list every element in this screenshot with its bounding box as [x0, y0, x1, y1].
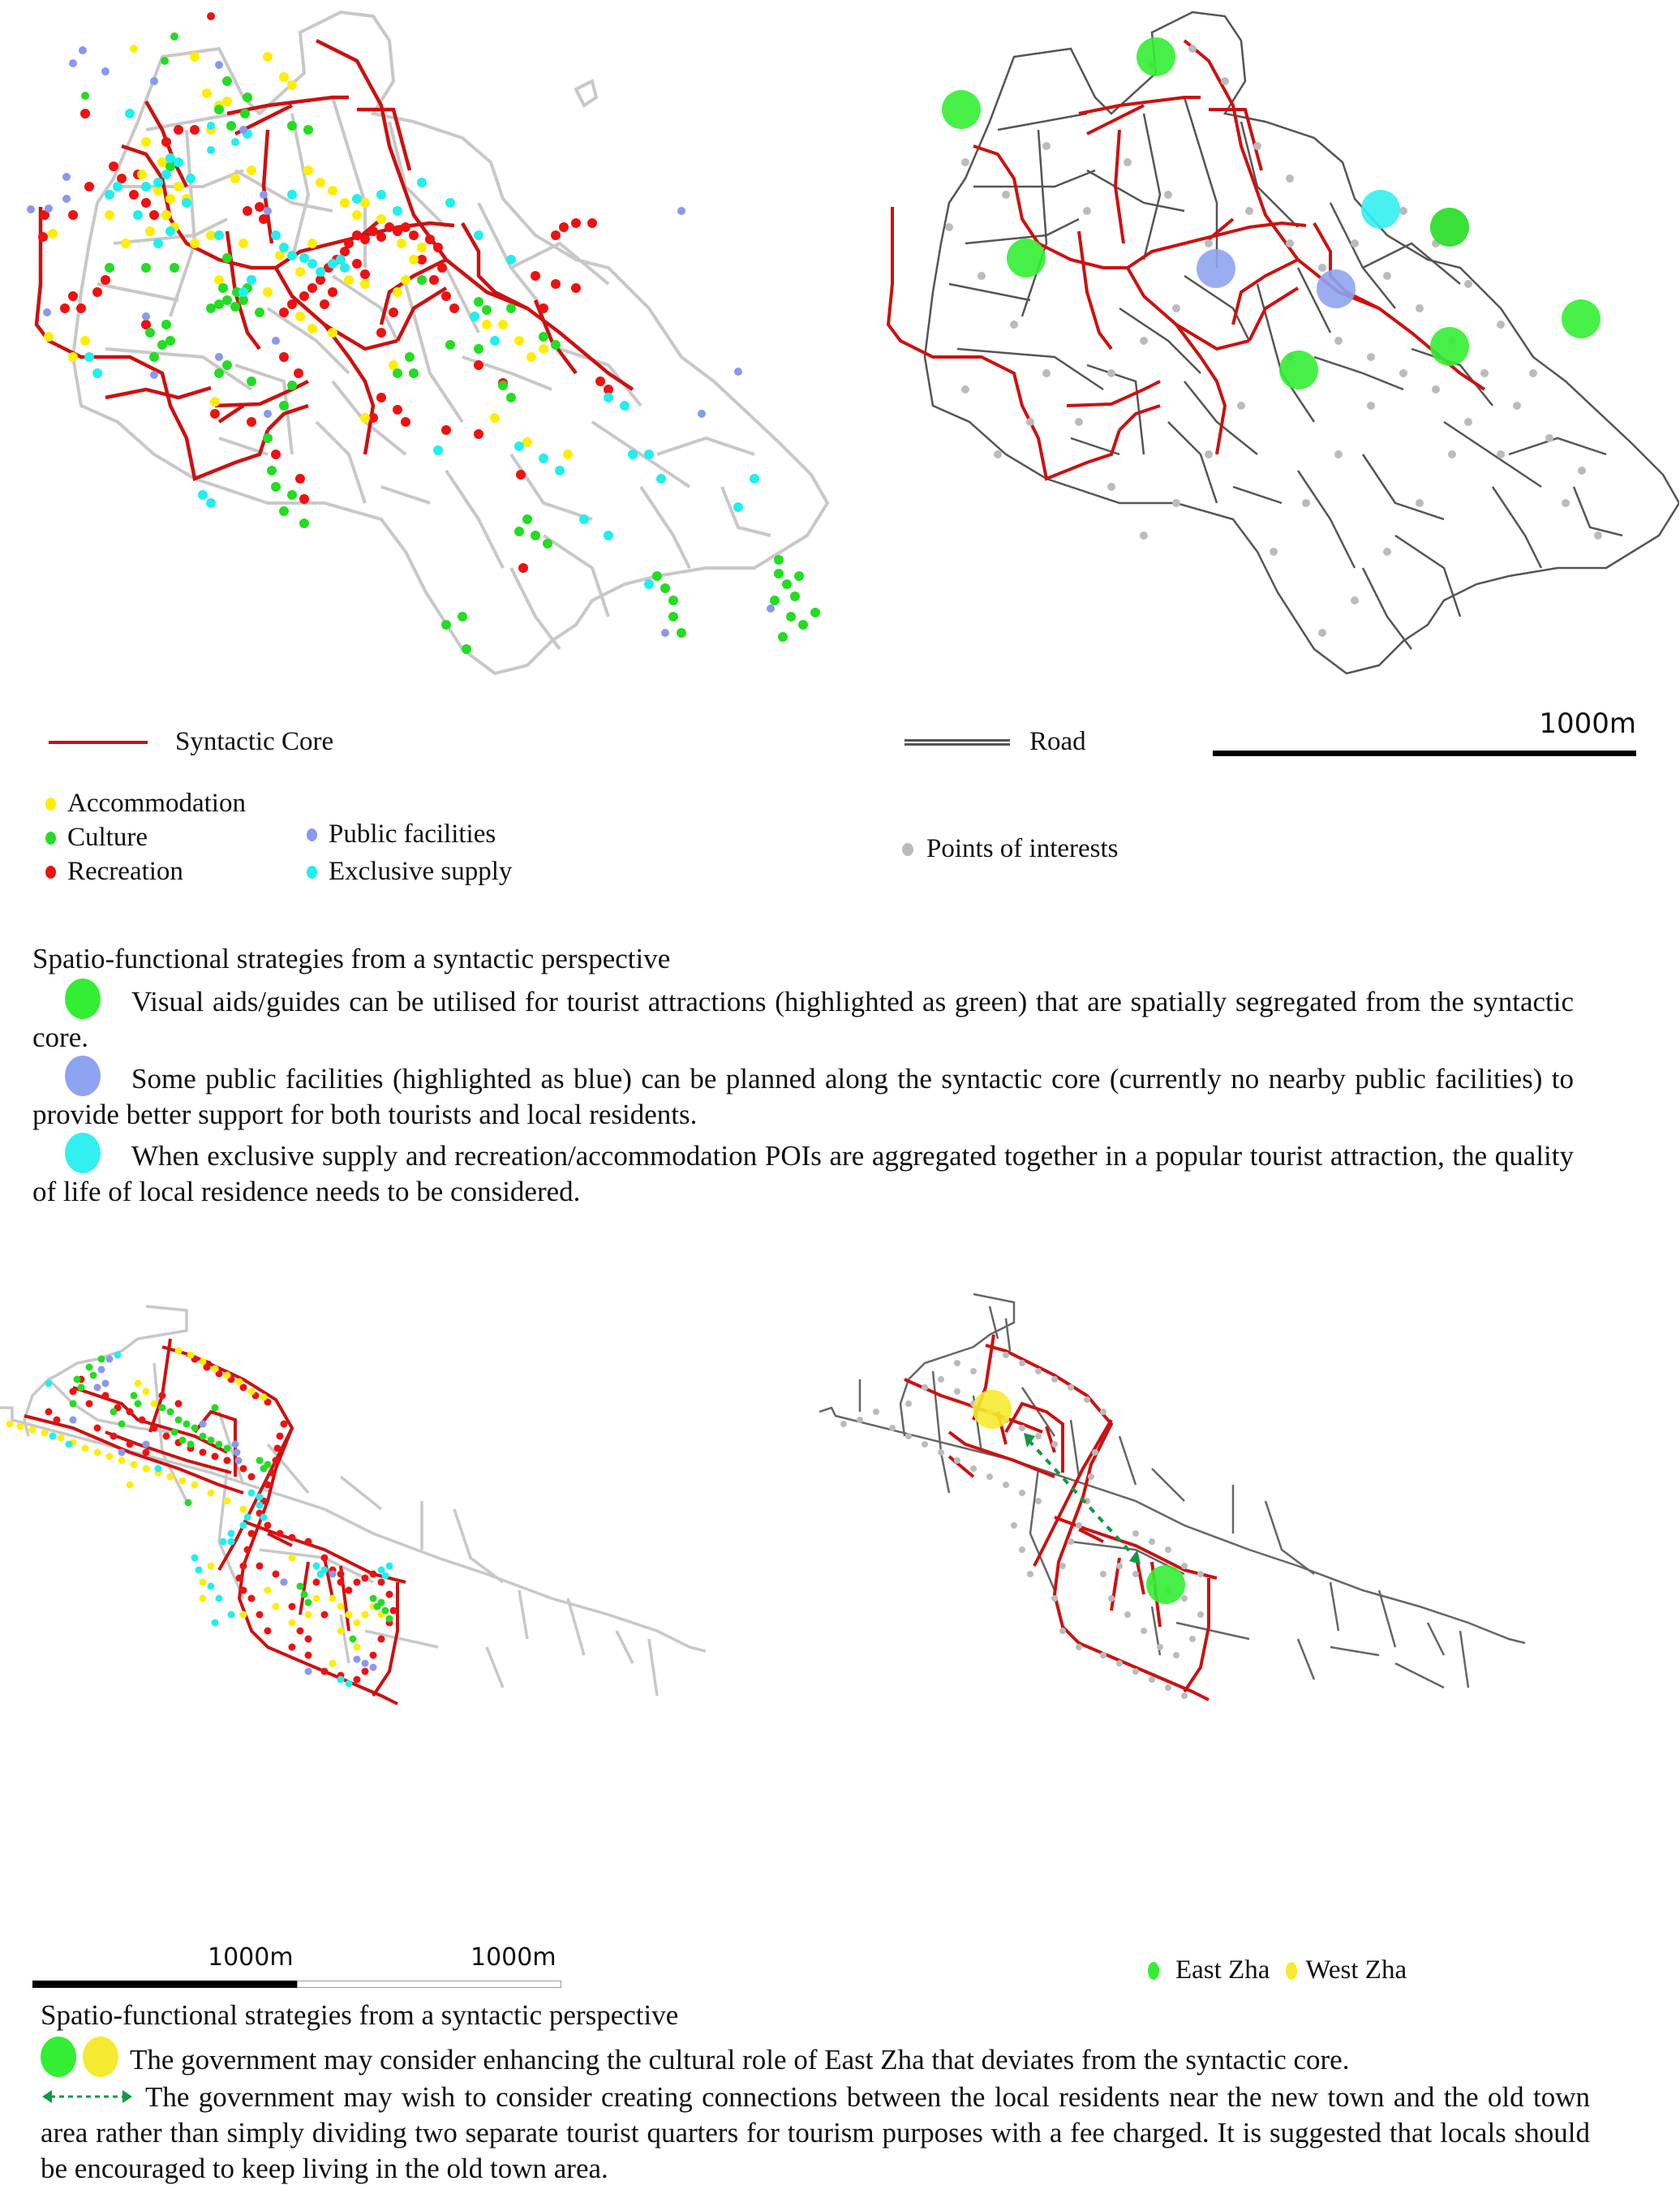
scale-label: 1000m: [1539, 708, 1636, 740]
legend-road: [904, 729, 1086, 755]
cyan-marker-icon: [65, 1133, 101, 1173]
road-label: Road: [1029, 727, 1086, 756]
accommodation-label: Accommodation: [67, 789, 246, 818]
strategies-top: [32, 941, 1574, 1210]
green-marker-icon: [65, 979, 101, 1019]
strategy-map-canvas: [811, 1290, 1582, 1907]
culture-dot-icon: [45, 832, 56, 845]
green-highlight-marker: [1562, 299, 1601, 338]
scale-bar-bottom: [32, 1943, 560, 1992]
green-marker-icon: [41, 2037, 76, 2077]
legend-zha: [1148, 1957, 1407, 1984]
scale-bar-line: [1213, 751, 1636, 756]
dashed-double-arrow-icon: [41, 2078, 134, 2094]
poi-category-map-bottom: [0, 1290, 730, 1907]
strategies-title: Spatio-functional strategies from a syntactic perspective: [41, 1999, 679, 2031]
exclusive-supply-dot-icon: [307, 866, 317, 879]
scale-bar-top: [1213, 708, 1636, 756]
road-network: [819, 1294, 1525, 1688]
strategy-map-bottom: [811, 1290, 1582, 1907]
strategy-map-canvas: [884, 0, 1679, 714]
strategy-map-top: [884, 0, 1679, 714]
accommodation-dot-icon: [45, 798, 56, 811]
connection-arrow: [811, 1290, 1141, 1564]
road-line-icon: [904, 739, 1010, 746]
yellow-marker-icon: [83, 2037, 118, 2077]
legend-syntactic-core: [49, 729, 333, 755]
legend-public-facilities: [307, 821, 496, 848]
green-highlight-marker: [942, 90, 981, 129]
east-zha-marker: [1146, 1565, 1185, 1604]
strategy-item: [41, 2037, 1590, 2078]
scale-bar-white-segment: [297, 1981, 561, 1988]
legend-poi: [902, 836, 1119, 862]
legend-categories: [45, 790, 613, 888]
strategy-text: The government may consider enhancing the cultural role of East Zha that deviates from the syntactic core.: [130, 2044, 1350, 2076]
poi-dot-icon: [902, 843, 913, 856]
strategy-item: [32, 1133, 1574, 1210]
green-highlight-marker: [1430, 208, 1469, 247]
public-facilities-label: Public facilities: [329, 819, 496, 849]
syntactic-core-line-icon: [49, 741, 148, 744]
scale-bar-black-segment: [32, 1981, 297, 1988]
green-highlight-marker: [1430, 327, 1469, 366]
east-zha-label: East Zha: [1175, 1955, 1270, 1985]
legend-culture: [45, 824, 148, 851]
culture-label: Culture: [67, 823, 148, 852]
syntactic-core-label: Syntactic Core: [175, 727, 334, 756]
strategy-text: The government may wish to consider creating connections between the local residents near the new town and the old town area rather than simply dividing two separate tourist quarters for tourism purposes with a fee charged. It is suggested that locals should be encouraged to keep living in the old town area.: [41, 2081, 1590, 2184]
blue-marker-icon: [65, 1056, 101, 1096]
strategy-text: Visual aids/guides can be utilised for tourist attractions (highlighted as green) that are spatially segregated from the syntactic core.: [32, 986, 1574, 1053]
green-highlight-marker: [1136, 37, 1175, 76]
poi-map-canvas: [0, 1290, 730, 1907]
public-facilities-dot-icon: [307, 828, 317, 841]
poi-points: [27, 12, 820, 654]
blue-highlight-marker: [1197, 249, 1235, 288]
highlight-markers: [973, 1390, 1185, 1604]
scale-label-first: 1000m: [208, 1943, 294, 1972]
strategies-title: Spatio-functional strategies from a syntactic perspective: [32, 943, 671, 974]
east-zha-dot-icon: [1148, 1962, 1159, 1980]
blue-highlight-marker: [1317, 269, 1356, 308]
poi-label: Points of interests: [926, 834, 1119, 863]
strategy-item: [32, 979, 1574, 1056]
west-zha-marker: [973, 1390, 1012, 1429]
poi-category-map-top: [24, 0, 852, 714]
scale-label-second: 1000m: [470, 1943, 556, 1972]
west-zha-label: West Zha: [1305, 1955, 1407, 1985]
recreation-dot-icon: [45, 866, 56, 879]
exclusive-supply-label: Exclusive supply: [329, 857, 513, 886]
green-highlight-marker: [1007, 239, 1046, 277]
arrowhead-icon: [1024, 1433, 1035, 1447]
strategy-item: [41, 2078, 1590, 2187]
strategy-item: [32, 1056, 1574, 1133]
strategies-bottom: [41, 1998, 1590, 2187]
cyan-highlight-marker: [1361, 190, 1400, 229]
strategy-text: Some public facilities (highlighted as blue) can be planned along the syntactic core (currently no nearby public facilities) to provide better support for both tourists and local residents.: [32, 1063, 1574, 1130]
road-network: [925, 12, 1679, 673]
legend-exclusive-supply: [307, 858, 512, 885]
green-highlight-marker: [1279, 351, 1318, 389]
west-zha-dot-icon: [1286, 1962, 1297, 1980]
strategy-text: When exclusive supply and recreation/accommodation POIs are aggregated together in a popular tourist attraction, the quality of life of local residence needs to be considered.: [32, 1140, 1574, 1207]
legend-accommodation: [45, 790, 246, 817]
legend-recreation: [45, 858, 183, 885]
recreation-label: Recreation: [67, 857, 183, 886]
poi-map-canvas: [24, 0, 852, 714]
